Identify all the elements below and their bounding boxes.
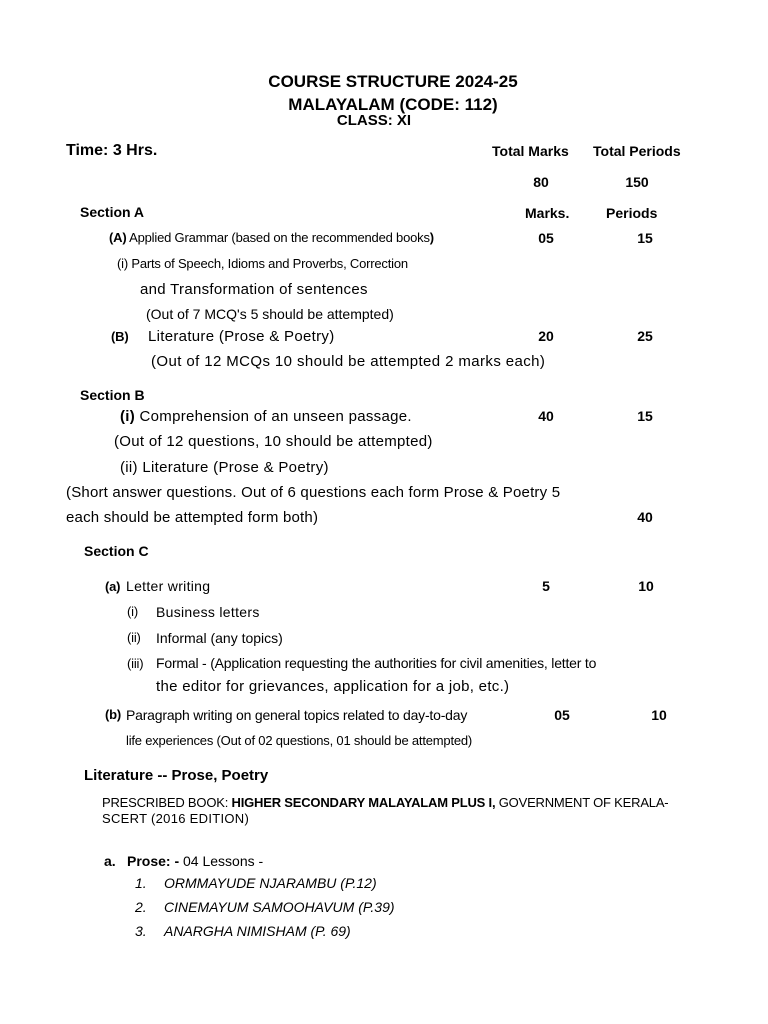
section-c-title: Section C xyxy=(84,543,149,559)
lesson-title: ORMMAYUDE NJARAMBU (P.12) xyxy=(164,875,377,891)
lesson-title: ANARGHA NIMISHAM (P. 69) xyxy=(164,923,351,939)
prose-heading xyxy=(127,854,263,868)
section-b-item-i xyxy=(120,409,412,424)
section-a-item-b-label: (B) xyxy=(111,329,129,344)
section-a-item-b-periods: 25 xyxy=(637,328,653,344)
prescribed-book-line xyxy=(102,796,668,809)
item-label: (i) xyxy=(120,408,136,425)
section-a-title: Section A xyxy=(80,204,145,220)
section-c-sub-i-text: Business letters xyxy=(156,604,260,620)
total-periods-label: Total Periods xyxy=(593,143,681,159)
section-b-item-i-note: (Out of 12 questions, 10 should be attempted) xyxy=(114,433,433,450)
section-a-item-a xyxy=(109,231,434,244)
section-c-item-b-cont: life experiences (Out of 02 questions, 01 should be attempted) xyxy=(126,733,473,748)
marks-column-label: Marks. xyxy=(525,205,570,221)
section-b-title: Section B xyxy=(80,387,145,403)
section-a-item-b-marks: 20 xyxy=(538,328,554,344)
section-c-sub-iii-text: Formal - (Application requesting the authorities for civil amenities, letter to xyxy=(156,655,597,671)
lesson-title: CINEMAYUM SAMOOHAVUM (P.39) xyxy=(164,899,395,915)
section-a-item-a-periods: 15 xyxy=(637,230,653,246)
book-suffix: GOVERNMENT OF KERALA- xyxy=(495,795,669,810)
section-c-item-b-marks: 05 xyxy=(554,707,570,723)
section-b-item-ii-periods: 40 xyxy=(637,509,653,525)
prose-label: Prose: - xyxy=(127,853,180,869)
section-c-item-a-marks: 5 xyxy=(542,578,550,594)
prose-marker: a. xyxy=(104,853,116,869)
book-prefix: PRESCRIBED BOOK: xyxy=(102,795,232,810)
section-c-item-b-label: (b) xyxy=(105,707,121,722)
time-label: Time: 3 Hrs. xyxy=(66,142,158,159)
item-label: (A) xyxy=(109,230,127,245)
total-periods-value: 150 xyxy=(625,174,649,190)
prescribed-book-line-2: SCERT (2016 EDITION) xyxy=(102,811,250,826)
section-c-item-a-text: Letter writing xyxy=(126,578,211,594)
section-c-sub-iii-cont: the editor for grievances, application for a job, etc.) xyxy=(156,678,510,695)
section-c-sub-ii-label: (ii) xyxy=(127,630,141,645)
literature-title: Literature -- Prose, Poetry xyxy=(84,767,269,784)
prose-count: 04 Lessons - xyxy=(179,853,264,869)
section-c-sub-iii-label: (iii) xyxy=(127,656,144,671)
lesson-number: 1. xyxy=(135,875,147,891)
item-text-close: ) xyxy=(429,230,434,245)
section-b-item-ii-note-1: (Short answer questions. Out of 6 questions each form Prose & Poetry 5 xyxy=(66,484,561,501)
book-name: HIGHER SECONDARY MALAYALAM PLUS I, xyxy=(231,795,496,810)
section-c-item-a-periods: 10 xyxy=(638,578,654,594)
section-a-item-b-note: (Out of 12 MCQs 10 should be attempted 2 marks each) xyxy=(151,353,546,370)
section-a-item-a-sub-i: (i) Parts of Speech, Idioms and Proverbs, Correction xyxy=(117,256,408,271)
section-b-item-i-periods: 15 xyxy=(637,408,653,424)
lesson-number: 2. xyxy=(135,899,147,915)
periods-column-label: Periods xyxy=(606,205,658,221)
section-a-item-a-note: (Out of 7 MCQ's 5 should be attempted) xyxy=(146,306,394,322)
section-b-item-ii: (ii) Literature (Prose & Poetry) xyxy=(120,459,329,476)
item-text: Comprehension of an unseen passage. xyxy=(139,408,412,425)
total-marks-value: 80 xyxy=(533,174,549,190)
section-b-item-ii-note-2: each should be attempted form both) xyxy=(66,509,319,526)
section-c-item-b-periods: 10 xyxy=(651,707,667,723)
lesson-number: 3. xyxy=(135,923,147,939)
section-a-item-a-marks: 05 xyxy=(538,230,554,246)
subject-title: MALAYALAM (CODE: 112) xyxy=(288,95,498,114)
item-text: Applied Grammar (based on the recommended books xyxy=(129,230,430,245)
section-c-item-b-text: Paragraph writing on general topics related to day-to-day xyxy=(126,707,468,723)
section-a-item-b-text: Literature (Prose & Poetry) xyxy=(148,328,335,345)
section-a-item-a-sub-i-cont: and Transformation of sentences xyxy=(140,281,368,298)
section-b-item-i-marks: 40 xyxy=(538,408,554,424)
total-marks-label: Total Marks xyxy=(492,143,569,159)
section-c-item-a-label: (a) xyxy=(105,579,121,594)
class-line: CLASS: XI xyxy=(336,112,412,129)
document-title: COURSE STRUCTURE 2024-25 xyxy=(268,72,518,91)
section-c-sub-ii-text: Informal (any topics) xyxy=(156,630,283,646)
section-c-sub-i-label: (i) xyxy=(127,604,138,619)
